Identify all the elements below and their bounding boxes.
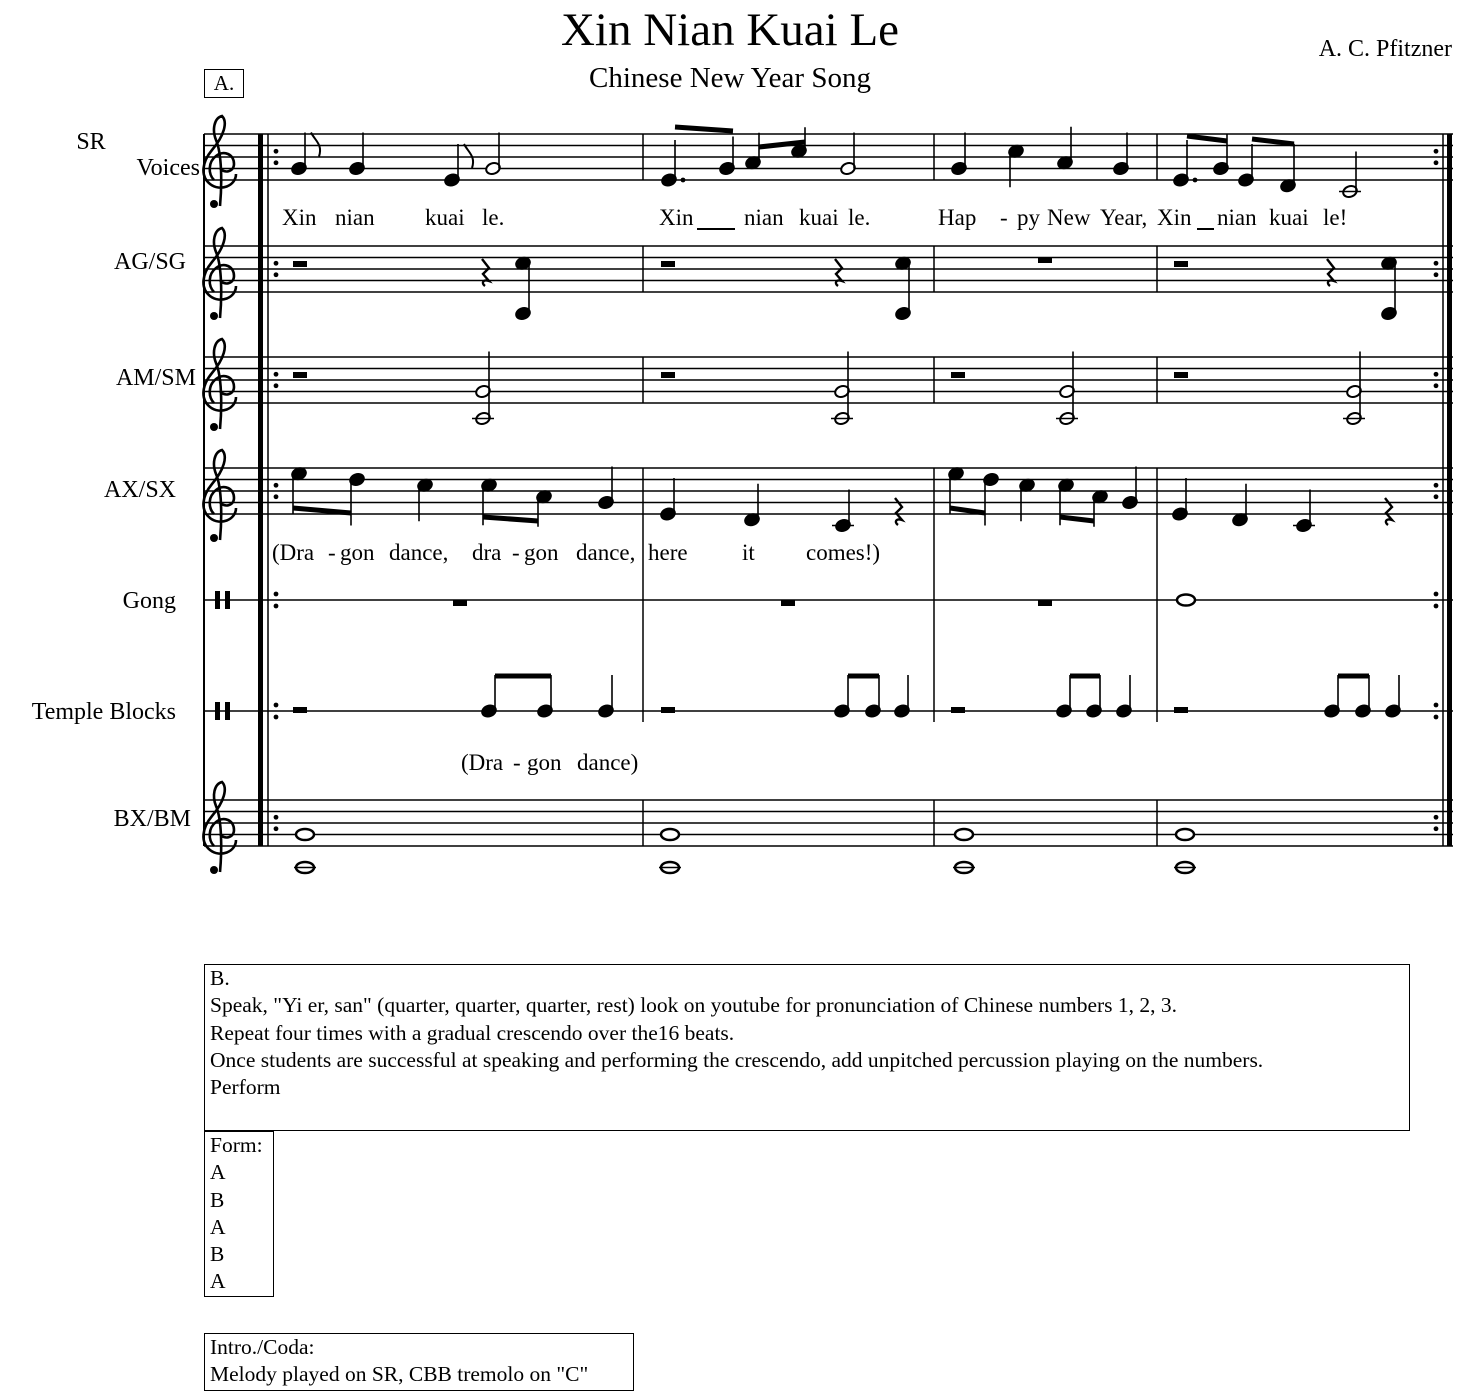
instrument-label-bx-bm: BX/BM <box>113 806 191 832</box>
repeat-start-thick-barline <box>258 134 263 846</box>
repeat-dot <box>274 483 279 488</box>
repeat-dot <box>274 815 279 820</box>
treble-clef-icon <box>203 450 236 542</box>
form-item: A <box>210 1269 226 1294</box>
whole-note <box>661 829 679 840</box>
form-item: B <box>210 1187 225 1212</box>
repeat-dot <box>1434 715 1439 720</box>
repeat-dot <box>1434 160 1439 165</box>
lyric-hyphen: - <box>1000 205 1008 230</box>
song-subtitle: Chinese New Year Song <box>589 62 871 94</box>
instrument-label-ax-sx: AX/SX <box>103 477 176 503</box>
whole-note <box>1177 595 1195 606</box>
lyric-syllable: nian <box>335 205 375 230</box>
composer-name: A. C. Pfitzner <box>1318 36 1452 62</box>
repeat-dot <box>274 494 279 499</box>
repeat-dot <box>274 592 279 597</box>
repeat-dot <box>1434 483 1439 488</box>
half-rest <box>293 261 307 267</box>
lyric-syllable: kuai <box>1269 205 1309 230</box>
note-beam <box>293 508 351 513</box>
half-rest <box>661 707 675 713</box>
lyric-syllable: dra <box>472 540 502 565</box>
instrument-label-gong: Gong <box>122 588 176 614</box>
whole-note <box>296 829 314 840</box>
lyric-syllable: here <box>648 540 688 565</box>
lyric-hyphen: - <box>512 540 520 565</box>
section-b-box <box>204 964 1410 1131</box>
note-beam <box>1252 139 1294 144</box>
lyric-hyphen: - <box>513 750 521 775</box>
augmentation-dot <box>681 178 686 183</box>
lyric-syllable: Xin <box>659 205 694 230</box>
half-rest <box>951 372 965 378</box>
whole-rest <box>1038 600 1052 606</box>
half-rest <box>951 707 965 713</box>
repeat-dot <box>274 372 279 377</box>
lyric-syllable: gon <box>524 540 559 565</box>
repeat-dot <box>274 261 279 266</box>
song-title: Xin Nian Kuai Le <box>560 4 900 56</box>
repeat-dot <box>1434 372 1439 377</box>
section-b-line: Perform <box>210 1075 281 1100</box>
lyric-syllable: (Dra <box>461 750 504 775</box>
form-item: A <box>210 1214 226 1239</box>
section-b-line: Repeat four times with a gradual crescendo over the16 beats. <box>210 1020 735 1045</box>
whole-rest <box>1038 257 1052 263</box>
note-beam <box>950 508 985 513</box>
repeat-dot <box>274 703 279 708</box>
lyric-syllable: le. <box>848 205 871 230</box>
note-beam <box>1060 517 1094 521</box>
form-box <box>204 1131 274 1297</box>
lyric-syllable: (Dra <box>272 540 315 565</box>
half-rest <box>661 372 675 378</box>
lyric-syllable: dance) <box>577 750 639 775</box>
instrument-label-voices: Voices <box>136 155 200 181</box>
treble-clef-icon <box>203 228 236 320</box>
lyric-syllable: dance, <box>389 540 449 565</box>
treble-clef-icon <box>203 339 236 431</box>
repeat-dot <box>1434 604 1439 609</box>
treble-clef-icon <box>203 116 236 208</box>
note-flag <box>311 133 320 157</box>
lyric-syllable: Xin <box>282 205 317 230</box>
lyric-syllable: nian <box>1217 205 1257 230</box>
instrument-label-am-sm: AM/SM <box>115 365 196 391</box>
note-beam <box>1187 136 1227 141</box>
repeat-dot <box>1434 383 1439 388</box>
repeat-dot <box>1434 826 1439 831</box>
lyric-hyphen: - <box>328 540 336 565</box>
whole-rest <box>781 600 795 606</box>
quarter-rest <box>1327 259 1334 286</box>
repeat-dot <box>274 715 279 720</box>
repeat-end-thick-barline <box>1447 134 1452 846</box>
lyric-syllable: comes!) <box>806 540 881 565</box>
repeat-dot <box>1434 815 1439 820</box>
lyric-syllable: kuai <box>799 205 839 230</box>
note-beam <box>675 127 733 131</box>
lyric-syllable: gon <box>527 750 562 775</box>
half-rest <box>1174 261 1188 267</box>
intro-coda-box <box>204 1333 634 1391</box>
form-item: B <box>210 1242 225 1267</box>
whole-rest <box>453 600 467 606</box>
intro-coda-text: Melody played on SR, CBB tremolo on "C" <box>210 1362 589 1387</box>
form-item: A <box>210 1160 226 1185</box>
section-b-heading: B. <box>210 966 230 990</box>
repeat-dot <box>274 826 279 831</box>
lyric-syllable: le. <box>482 205 505 230</box>
note-flag <box>464 144 473 168</box>
lyric-syllable: gon <box>340 540 375 565</box>
repeat-dot <box>274 272 279 277</box>
lyric-syllable: Year, <box>1100 205 1148 230</box>
repeat-dot <box>274 160 279 165</box>
lyric-syllable: nian <box>744 205 784 230</box>
repeat-dot <box>274 604 279 609</box>
lyric-syllable: kuai <box>425 205 465 230</box>
whole-note <box>955 829 973 840</box>
intro-coda-heading: Intro./Coda: <box>210 1335 315 1359</box>
lyric-syllable: it <box>742 540 755 565</box>
repeat-dot <box>274 383 279 388</box>
augmentation-dot <box>1193 178 1198 183</box>
whole-note <box>1176 829 1194 840</box>
section-b-line: Once students are successful at speaking and performing the crescendo, add unpitched percussion playing on the numbers. <box>210 1047 1264 1072</box>
repeat-dot <box>274 149 279 154</box>
instrument-label-ag-sg: AG/SG <box>113 249 186 275</box>
repeat-dot <box>1434 494 1439 499</box>
repeat-dot <box>1434 272 1439 277</box>
repeat-dot <box>1434 149 1439 154</box>
repeat-dot <box>1434 703 1439 708</box>
section-b-line: Speak, "Yi er, san" (quarter, quarter, quarter, rest) look on youtube for pronunciation of Chinese numbers 1, 2, 3. <box>210 993 1178 1018</box>
lyric-syllable: py <box>1017 205 1040 230</box>
half-rest <box>293 372 307 378</box>
half-rest <box>661 261 675 267</box>
lyric-syllable: Hap <box>938 205 977 230</box>
lyric-syllable: Xin <box>1157 205 1192 230</box>
note-beam <box>483 517 538 521</box>
repeat-dot <box>1434 592 1439 597</box>
half-rest <box>1174 707 1188 713</box>
instrument-label-temple-blocks: Temple Blocks <box>31 699 176 725</box>
half-rest <box>293 707 307 713</box>
quarter-rest <box>482 259 489 286</box>
repeat-dot <box>1434 261 1439 266</box>
quarter-rest <box>835 259 842 286</box>
rehearsal-mark-a: A. <box>204 69 244 98</box>
lyric-syllable: dance, <box>576 540 636 565</box>
lyric-syllable: le! <box>1323 205 1348 230</box>
lyric-syllable: New <box>1047 205 1091 230</box>
instrument-label-sr: SR <box>76 129 106 155</box>
treble-clef-icon <box>203 782 236 874</box>
half-rest <box>1174 372 1188 378</box>
form-heading: Form: <box>210 1133 263 1157</box>
